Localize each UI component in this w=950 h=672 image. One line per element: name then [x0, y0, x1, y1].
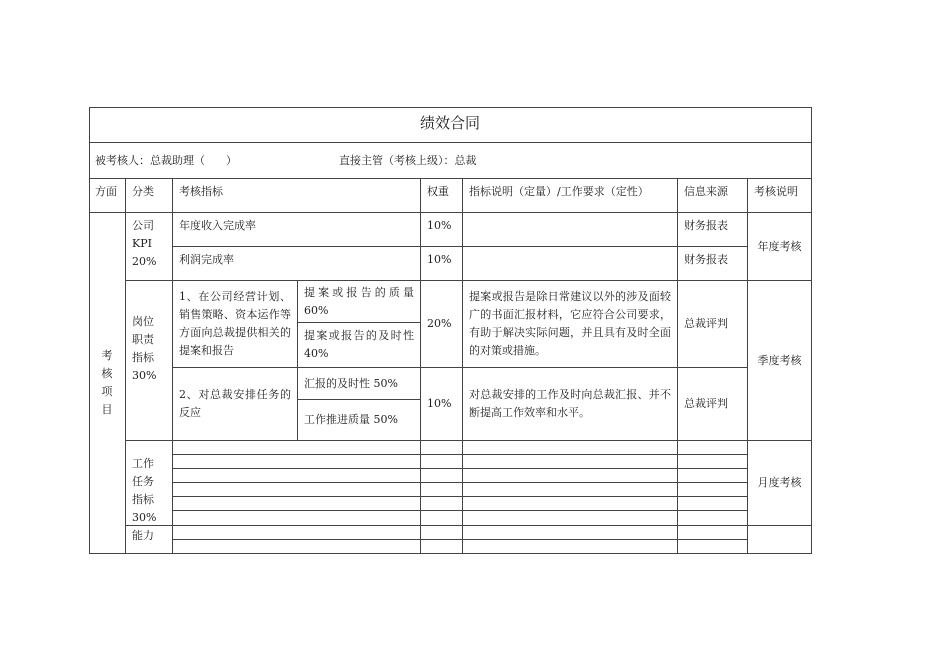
task-blank-row — [421, 497, 463, 511]
task-blank-row — [463, 497, 678, 511]
duty-item2-indicator — [173, 368, 298, 441]
ability-blank-row — [678, 526, 748, 540]
task-blank-row — [463, 441, 678, 455]
task-note-cell: 月度考核 — [748, 441, 812, 526]
ability-blank-row — [463, 540, 678, 554]
task-blank-row — [173, 441, 421, 455]
duty-item1-sub-1-text: 提案或报告的质量60% — [304, 285, 414, 317]
task-blank-row — [421, 511, 463, 526]
kpi-category-line: 20% — [132, 255, 157, 268]
duty-item2-text: 2、对总裁安排任务的反应 — [179, 388, 291, 419]
task-blank-row — [463, 455, 678, 469]
kpi-source-1: 财务报表 — [678, 213, 748, 247]
duty-item1-sub-2-text: 提案或报告的及时性40% — [304, 329, 414, 360]
aspect-char: 项 — [101, 385, 113, 398]
header-note: 考核说明 — [748, 179, 812, 213]
task-category-line: 指标 — [132, 493, 154, 506]
kpi-weight-2: 10% — [421, 247, 463, 281]
task-blank-row — [421, 469, 463, 483]
duty-item1-text: 1、在公司经营计划、销售策略、资本运作等方面向总裁提供相关的提案和报告 — [179, 290, 291, 357]
duty-item2-source: 总裁评判 — [678, 368, 748, 441]
duty-item2-sub-2: 工作推进质量 50% — [298, 400, 421, 441]
duty-category-line: 岗位 — [132, 315, 154, 328]
duty-category-line: 指标 — [132, 351, 154, 364]
task-category-line: 工作 — [132, 457, 154, 470]
header-aspect: 方面 — [89, 179, 126, 213]
task-blank-row — [173, 483, 421, 497]
task-blank-row — [463, 469, 678, 483]
task-blank-row — [678, 483, 748, 497]
kpi-description-1 — [463, 213, 678, 247]
aspect-char: 考 — [101, 349, 113, 362]
ability-blank-row — [421, 526, 463, 540]
header-source: 信息来源 — [678, 179, 748, 213]
kpi-weight-1: 10% — [421, 213, 463, 247]
duty-item1-sub-2 — [298, 323, 421, 368]
header-indicator: 考核指标 — [173, 179, 421, 213]
task-blank-row — [678, 441, 748, 455]
ability-blank-row — [421, 540, 463, 554]
task-blank-row — [173, 469, 421, 483]
header-category: 分类 — [126, 179, 173, 213]
task-blank-row — [173, 497, 421, 511]
task-blank-row — [421, 483, 463, 497]
task-category-cell — [126, 441, 173, 526]
task-blank-row — [421, 441, 463, 455]
aspect-char: 目 — [101, 403, 113, 416]
task-blank-row — [678, 469, 748, 483]
duty-category-cell — [126, 281, 173, 441]
duty-category-line: 职责 — [132, 333, 154, 346]
task-category-line: 30% — [132, 511, 157, 524]
task-blank-row — [678, 455, 748, 469]
ability-blank-row — [678, 540, 748, 554]
assessee-label: 被考核人：总裁助理（ ） — [95, 153, 237, 167]
duty-note-cell: 季度考核 — [748, 281, 812, 441]
ability-note-cell — [748, 526, 812, 554]
duty-item1-description — [463, 281, 678, 368]
duty-item1-weight: 20% — [421, 281, 463, 368]
task-blank-row — [173, 511, 421, 526]
ability-blank-row — [173, 540, 421, 554]
kpi-category-line: KPI — [132, 237, 152, 250]
task-blank-row — [678, 497, 748, 511]
duty-item1-sub-1 — [298, 281, 421, 323]
kpi-category-cell — [126, 213, 173, 281]
header-weight: 权重 — [421, 179, 463, 213]
ability-blank-row — [173, 526, 421, 540]
kpi-category-line: 公司 — [132, 219, 154, 232]
duty-item2-weight: 10% — [421, 368, 463, 441]
aspect-cell — [89, 213, 126, 554]
kpi-description-2 — [463, 247, 678, 281]
ability-blank-row — [463, 526, 678, 540]
kpi-indicator-2: 利润完成率 — [173, 247, 421, 281]
duty-item1-source: 总裁评判 — [678, 281, 748, 368]
header-description: 指标说明（定量）/工作要求（定性） — [463, 179, 678, 213]
task-blank-row — [463, 511, 678, 526]
aspect-char: 核 — [101, 367, 113, 380]
duty-item2-description-text: 对总裁安排的工作及时向总裁汇报、并不断提高工作效率和水平。 — [469, 388, 671, 419]
info-row — [89, 143, 812, 179]
duty-item1-description-text: 提案或报告是除日常建议以外的涉及面较广的书面汇报材料，它应符合公司要求，有助于解决实际问题，并且具有及时全面的对策或措施。 — [469, 290, 671, 357]
duty-item2-sub-1: 汇报的及时性 50% — [298, 368, 421, 400]
kpi-source-2: 财务报表 — [678, 247, 748, 281]
task-blank-row — [173, 455, 421, 469]
duty-item2-description — [463, 368, 678, 441]
supervisor-label: 直接主管（考核上级）：总裁 — [339, 153, 477, 167]
task-blank-row — [678, 511, 748, 526]
duty-category-line: 30% — [132, 369, 157, 382]
duty-item1-indicator — [173, 281, 298, 368]
kpi-note-cell: 年度考核 — [748, 213, 812, 281]
ability-category-cell: 能力 — [126, 526, 173, 554]
task-blank-row — [463, 483, 678, 497]
task-blank-row — [421, 455, 463, 469]
kpi-indicator-1: 年度收入完成率 — [173, 213, 421, 247]
task-category-line: 任务 — [132, 475, 154, 488]
contract-title: 绩效合同 — [89, 107, 812, 143]
